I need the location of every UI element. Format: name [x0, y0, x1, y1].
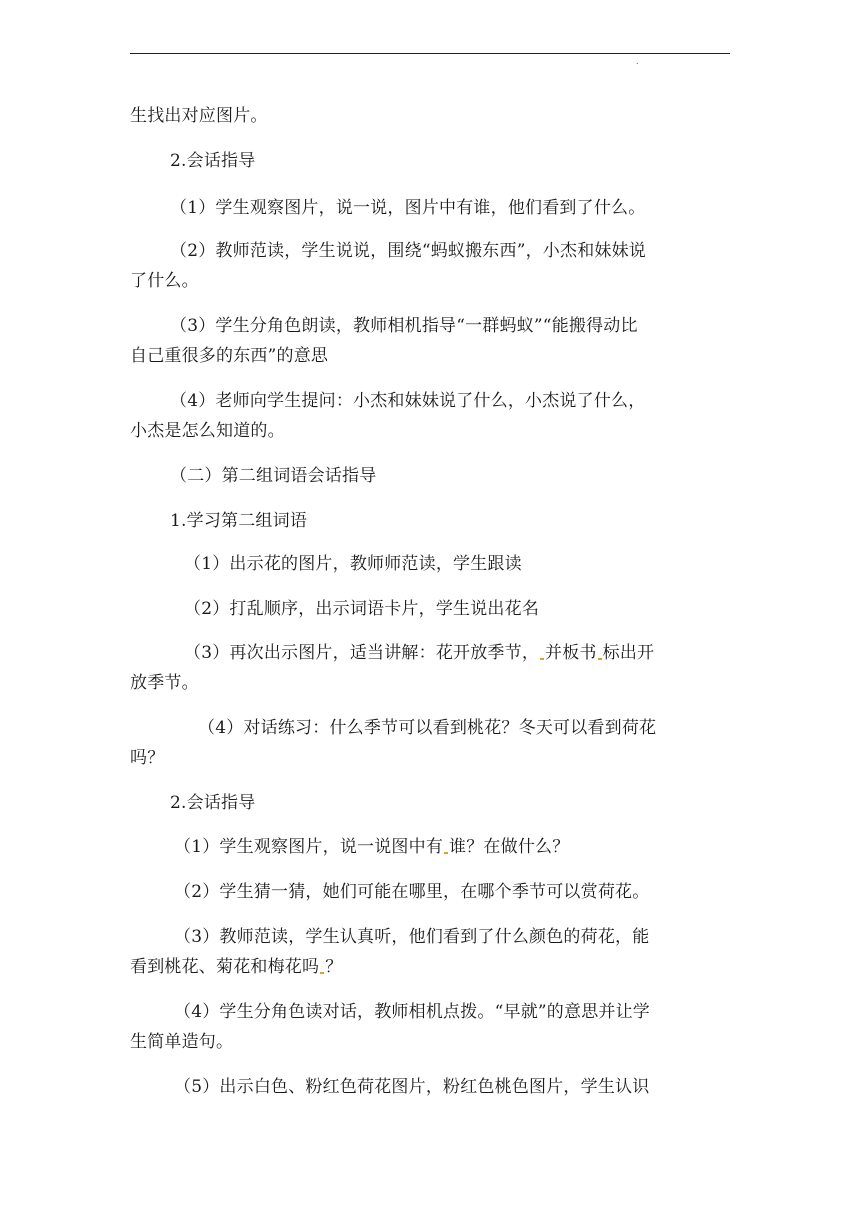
text-segment: 看到桃花、菊花和梅花吗	[130, 957, 320, 977]
text-line: （1）出示花的图片，教师师范读，学生跟读	[184, 554, 522, 574]
text-segment: 谁？在做什么？	[449, 837, 570, 857]
revision-mark	[598, 644, 602, 660]
text-line: （5）出示白色、粉红色荷花图片，粉红色桃色图片，学生认识	[174, 1077, 650, 1097]
text-line	[174, 834, 774, 860]
text-line: 生简单造句。	[130, 1032, 234, 1052]
section-heading: 2.会话指导	[170, 151, 256, 171]
text-segment: 标出开	[602, 643, 655, 663]
section-heading: 1.学习第二组词语	[170, 511, 308, 531]
text-line: （1）学生观察图片，说一说，图片中有谁，他们看到了什么。	[170, 198, 646, 218]
section-heading: 2.会话指导	[170, 793, 256, 813]
text-line: 放季节。	[130, 673, 199, 693]
text-line: （2）打乱顺序，出示词语卡片，学生说出花名	[184, 599, 540, 619]
revision-mark	[444, 838, 448, 854]
text-segment: 并板书	[545, 643, 597, 663]
text-segment: （3）再次出示图片，适当讲解：花开放季节，	[184, 643, 540, 663]
text-line: （3）教师范读，学生认真听，他们看到了什么颜色的荷花，能	[174, 927, 650, 947]
section-heading: （二）第二组词语会话指导	[170, 466, 377, 486]
header-dot: .	[636, 57, 639, 66]
text-segment: （1）学生观察图片，说一说图中有	[174, 837, 444, 857]
text-line	[130, 954, 730, 980]
text-line	[184, 640, 784, 666]
text-line: 了什么。	[130, 271, 199, 291]
text-line: （3）学生分角色朗读，教师相机指导“一群蚂蚁”“能搬得动比	[170, 316, 638, 336]
text-line: 小杰是怎么知道的。	[130, 421, 285, 441]
text-line: （4）对话练习：什么季节可以看到桃花？冬天可以看到荷花	[198, 718, 657, 738]
text-line: （2）教师范读，学生说说，围绕“蚂蚁搬东西”，小杰和妹妹说	[170, 241, 646, 261]
text-line: 自己重很多的东西”的意思	[130, 346, 329, 366]
text-line: 生找出对应图片。	[130, 106, 268, 126]
revision-mark	[540, 644, 544, 660]
text-line: （2）学生猜一猜，她们可能在哪里，在哪个季节可以赏荷花。	[174, 882, 650, 902]
header-rule	[130, 53, 730, 54]
text-line: （4）老师向学生提问：小杰和妹妹说了什么，小杰说了什么，	[170, 391, 646, 411]
text-segment: ？	[325, 957, 343, 977]
revision-mark	[320, 958, 324, 974]
text-line: 吗？	[130, 748, 165, 768]
text-line: （4）学生分角色读对话，教师相机点拨。“早就”的意思并让学	[174, 1002, 650, 1022]
